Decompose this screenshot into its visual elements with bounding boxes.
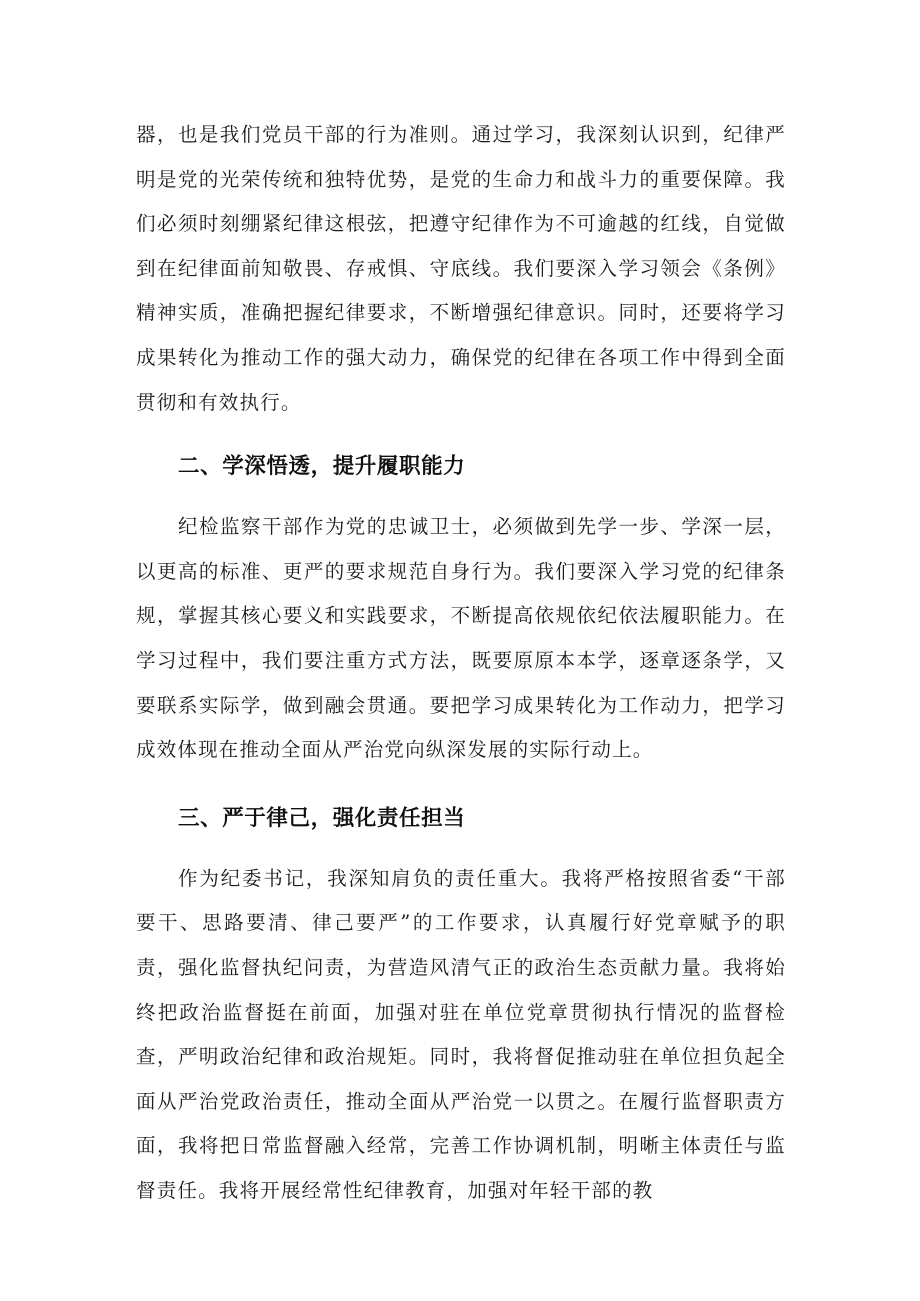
- paragraph-section-3: 作为纪委书记，我深知肩负的责任重大。我将严格按照省委“干部要干、思路要清、律己要严”的工作要求，认真履行好党章赋予的职责，强化监督执纪问责，为营造风清气正的政治生态贡献力量。我将始终把政治监督挺在前面，加强对驻在单位党章贯彻执行情况的监督检查，严明政治纪律和政治规矩。同时，我将督促推动驻在单位担负起全面从严治党政治责任，推动全面从严治党一以贯之。在履行监督职责方面，我将把日常监督融入经常，完善工作协调机制，明晰主体责任与监督责任。我将开展经常性纪律教育，加强对年轻干部的教: [136, 866, 786, 1202]
- section-heading-2: 二、学深悟透，提升履职能力: [178, 454, 466, 480]
- section-heading-3: 三、严于律己，强化责任担当: [178, 805, 466, 831]
- document-body: [136, 113, 786, 1213]
- paragraph-section-2: 纪检监察干部作为党的忠诚卫士，必须做到先学一步、学深一层，以更高的标准、更严的要求规范自身行为。我们要深入学习党的纪律条规，掌握其核心要义和实践要求，不断提高依规依纪依法履职能力。在学习过程中，我们要注重方式方法，既要原原本本学，逐章逐条学，又要联系实际学，做到融会贯通。要把学习成果转化为工作动力，把学习成效体现在推动全面从严治党向纵深发展的实际行动上。: [136, 515, 786, 762]
- paragraph-continuation: 器，也是我们党员干部的行为准则。通过学习，我深刻认识到，纪律严明是党的光荣传统和独特优势，是党的生命力和战斗力的重要保障。我们必须时刻绷紧纪律这根弦，把遵守纪律作为不可逾越的红线，自觉做到在纪律面前知敬畏、存戒惧、守底线。我们要深入学习领会《条例》精神实质，准确把握纪律要求，不断增强纪律意识。同时，还要将学习成果转化为推动工作的强大动力，确保党的纪律在各项工作中得到全面贯彻和有效执行。: [136, 123, 786, 414]
